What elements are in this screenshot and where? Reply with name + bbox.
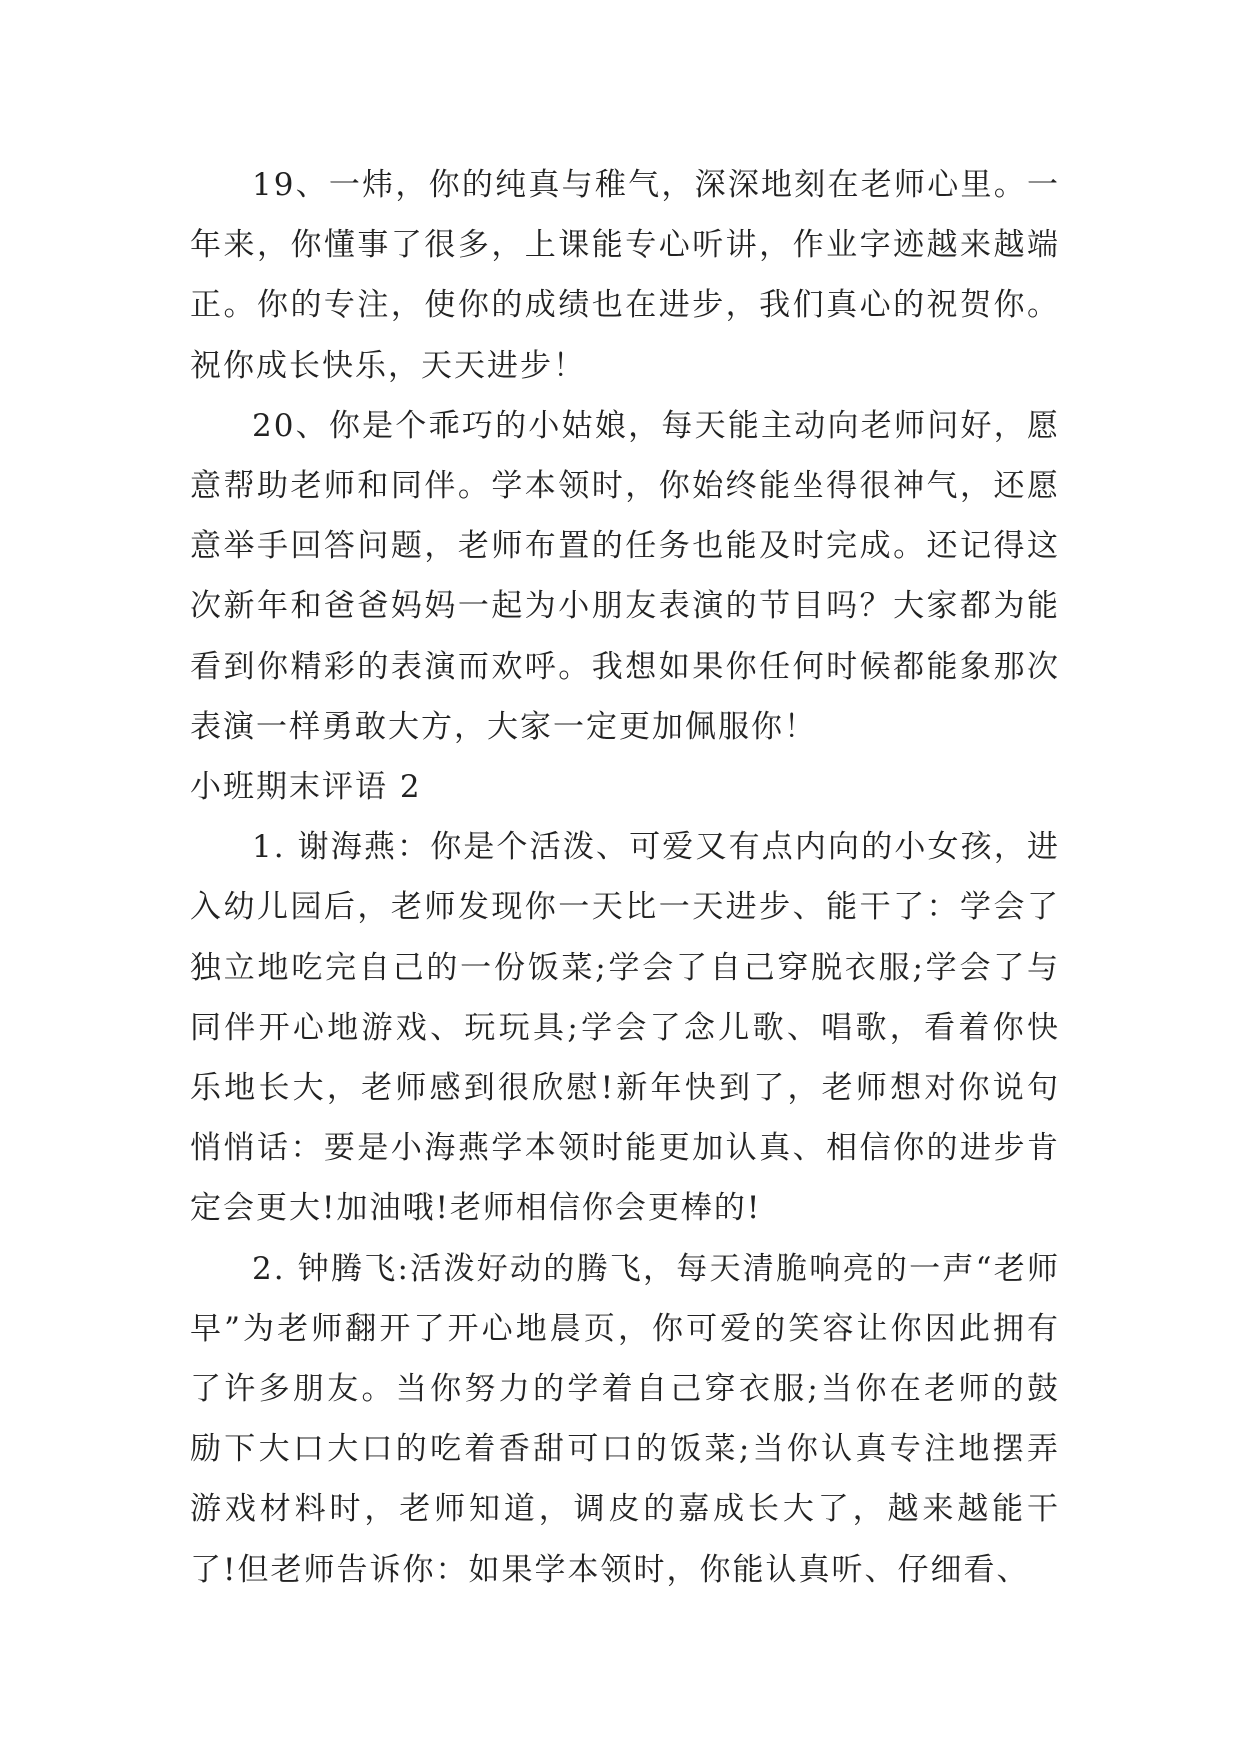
paragraph-19: 19、一炜，你的纯真与稚气，深深地刻在老师心里。一年来，你懂事了很多，上课能专心听讲，作业字迹越来越端正。你的专注，使你的成绩也在进步，我们真心的祝贺你。祝你成长快乐，天天进步！ [190, 167, 1060, 384]
paragraph-1: 1. 谢海燕：你是个活泼、可爱又有点内向的小女孩，进入幼儿园后，老师发现你一天比一天进步、能干了：学会了独立地吃完自己的一份饭菜;学会了自己穿脱衣服;学会了与同伴开心地游戏、玩玩具;学会了念儿歌、唱歌，看着你快乐地长大，老师感到很欣慰!新年快到了，老师想对你说句悄悄话：要是小海燕学本领时能更加认真、相信你的进步肯定会更大!加油哦!老师相信你会更棒的! [190, 829, 1060, 1227]
paragraph-2: 2. 钟腾飞:活泼好动的腾飞，每天清脆响亮的一声“老师早”为老师翻开了开心地晨页，你可爱的笑容让你因此拥有了许多朋友。当你努力的学着自己穿衣服;当你在老师的鼓励下大口大口的吃着香甜可口的饭菜;当你认真专注地摆弄游戏材料时，老师知道，调皮的嘉成长大了，越来越能干了!但老师告诉你：如果学本领时，你能认真听、仔细看、 [190, 1250, 1060, 1588]
section-heading: 小班期末评语 2 [190, 769, 422, 806]
paragraph-20: 20、你是个乖巧的小姑娘，每天能主动向老师问好，愿意帮助老师和同伴。学本领时，你始终能坐得很神气，还愿意举手回答问题，老师布置的任务也能及时完成。还记得这次新年和爸爸妈妈一起为小朋友表演的节目吗？大家都为能看到你精彩的表演而欢呼。我想如果你任何时候都能象那次表演一样勇敢大方，大家一定更加佩服你！ [190, 407, 1060, 745]
document-body [190, 155, 1060, 1600]
